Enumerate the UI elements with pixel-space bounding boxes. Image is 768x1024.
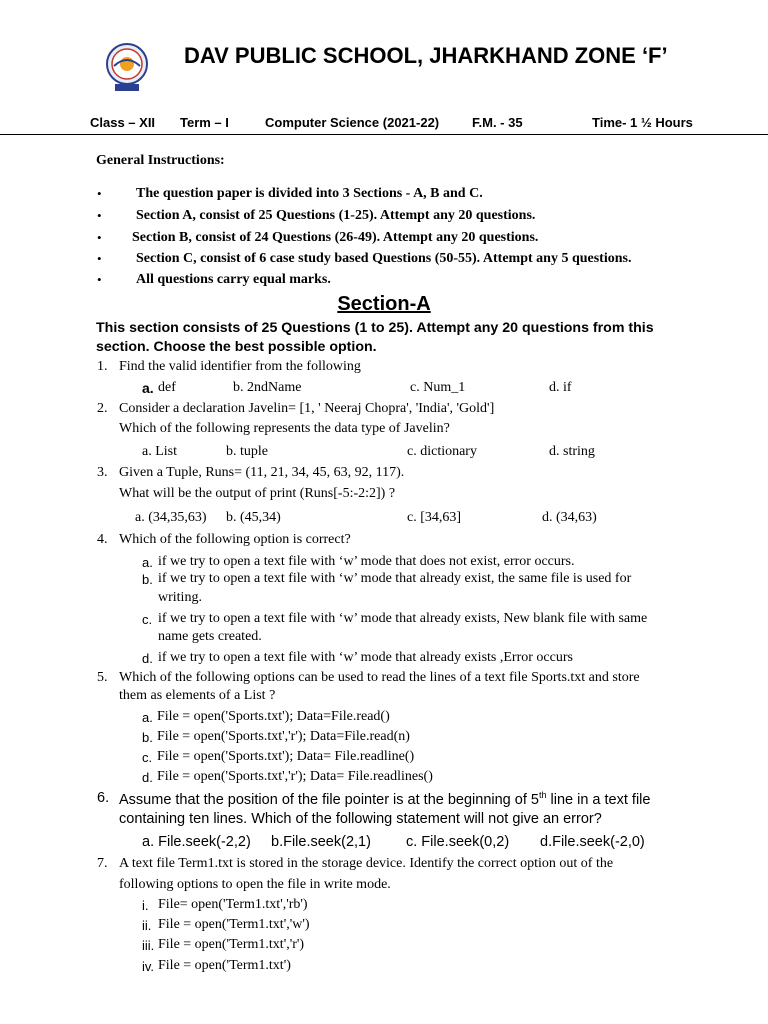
option-a: def	[158, 380, 176, 395]
question-text: following options to open the file in write mode.	[119, 877, 391, 892]
question-text: Which of the following options can be used to read the lines of a text file Sports.txt and store	[119, 670, 640, 685]
option-c: c. [34,63]	[407, 510, 462, 525]
option-b: b.File.seek(2,1)	[271, 834, 371, 850]
instructions-heading: General Instructions:	[96, 153, 225, 168]
option-d: d. (34,63)	[542, 510, 597, 525]
option-b: if we try to open a text file with ‘w’ mode that already exist, the same file is used for	[158, 571, 632, 586]
question-text: Given a Tuple, Runs= (11, 21, 34, 45, 63, 92, 117).	[119, 465, 405, 480]
option-a: a. File.seek(-2,2)	[142, 834, 251, 850]
option-a: File = open('Sports.txt'); Data=File.read()	[157, 709, 390, 724]
option-label: a.	[142, 380, 154, 396]
option-a: a. (34,35,63)	[135, 510, 207, 525]
question-text: Which of the following represents the data type of Javelin?	[119, 421, 450, 436]
question-text: A text file Term1.txt is stored in the storage device. Identify the correct option out of the	[119, 856, 614, 871]
section-intro: section. Choose the best possible option.	[96, 339, 377, 355]
option-d: File = open('Sports.txt','r'); Data= File.readlines()	[157, 769, 433, 784]
subject-label: Computer Science (2021-22)	[265, 115, 440, 130]
option-label: c.	[142, 612, 153, 627]
option-label: ii.	[142, 918, 152, 933]
option-ii: File = open('Term1.txt','w')	[158, 917, 310, 932]
option-iv: File = open('Term1.txt')	[158, 958, 291, 973]
option-label: b.	[142, 572, 153, 587]
question-number: 6.	[97, 790, 110, 806]
question-text: Consider a declaration Javelin= [1, ' Neeraj Chopra', 'India', 'Gold']	[119, 401, 495, 416]
school-title: DAV PUBLIC SCHOOL, JHARKHAND ZONE ‘F’	[184, 43, 668, 68]
option-label: i.	[142, 898, 149, 913]
option-label: a.	[142, 710, 153, 725]
section-intro: This section consists of 25 Questions (1 to 25). Attempt any 20 questions from this	[96, 320, 654, 336]
instruction-item: Section A, consist of 25 Questions (1-25). Attempt any 20 questions.	[136, 208, 536, 223]
option-b-continued: writing.	[158, 590, 202, 605]
option-label: iii.	[142, 938, 155, 953]
option-i: File= open('Term1.txt','rb')	[158, 897, 308, 912]
option-d: if we try to open a text file with ‘w’ mode that already exists ,Error occurs	[158, 650, 573, 665]
question-number: 4.	[97, 532, 108, 547]
bullet-icon: •	[97, 230, 102, 245]
bullet-icon: •	[97, 272, 102, 287]
header-divider	[0, 134, 768, 135]
question-number: 5.	[97, 670, 108, 685]
bullet-icon: •	[97, 186, 102, 201]
question-number: 2.	[97, 401, 108, 416]
option-b: File = open('Sports.txt','r'); Data=File.read(n)	[157, 729, 410, 744]
option-d: d. if	[549, 380, 572, 395]
question-text: Which of the following option is correct?	[119, 532, 351, 547]
option-label: iv.	[142, 959, 155, 974]
option-c: c. File.seek(0,2)	[406, 834, 510, 850]
option-c-continued: name gets created.	[158, 629, 262, 644]
school-emblem-icon	[104, 42, 150, 96]
option-c: if we try to open a text file with ‘w’ mode that already exists, New blank file with same	[158, 611, 648, 626]
option-c: File = open('Sports.txt'); Data= File.readline()	[157, 749, 415, 764]
instruction-item: The question paper is divided into 3 Sections - A, B and C.	[136, 186, 483, 201]
option-c: c. dictionary	[407, 444, 477, 459]
option-b: b. 2ndName	[233, 380, 302, 395]
option-b: b. tuple	[226, 444, 268, 459]
question-text: Find the valid identifier from the following	[119, 359, 361, 374]
option-d: d. string	[549, 444, 595, 459]
instruction-item: Section B, consist of 24 Questions (26-49). Attempt any 20 questions.	[132, 230, 539, 245]
option-label: d.	[142, 770, 153, 785]
question-number: 3.	[97, 465, 108, 480]
section-title: Section-A	[337, 293, 431, 315]
instruction-item: All questions carry equal marks.	[136, 272, 331, 287]
option-c: c. Num_1	[410, 380, 466, 395]
option-d: d.File.seek(-2,0)	[540, 834, 645, 850]
option-label: c.	[142, 750, 153, 765]
option-iii: File = open('Term1.txt','r')	[158, 937, 305, 952]
class-label: Class – XII	[90, 115, 156, 130]
option-a: if we try to open a text file with ‘w’ mode that does not exist, error occurs.	[158, 554, 575, 569]
bullet-icon: •	[97, 208, 102, 223]
time-label: Time- 1 ½ Hours	[592, 115, 693, 130]
question-number: 1.	[97, 359, 108, 374]
instruction-item: Section C, consist of 6 case study based Questions (50-55). Attempt any 5 questions.	[136, 251, 632, 266]
question-text: them as elements of a List ?	[119, 688, 276, 703]
question-number: 7.	[97, 856, 108, 871]
question-text: containing ten lines. Which of the following statement will not give an error?	[119, 811, 602, 827]
option-label: d.	[142, 651, 153, 666]
question-text: Assume that the position of the file pointer is at the beginning of 5th line in a text file	[119, 790, 651, 808]
term-label: Term – I	[180, 115, 229, 130]
full-marks-label: F.M. - 35	[472, 115, 523, 130]
option-label: b.	[142, 730, 153, 745]
option-b: b. (45,34)	[226, 510, 281, 525]
option-label: a.	[142, 555, 153, 570]
question-text: What will be the output of print (Runs[-5:-2:2]) ?	[119, 486, 396, 501]
option-a: a. List	[142, 444, 177, 459]
bullet-icon: •	[97, 251, 102, 266]
